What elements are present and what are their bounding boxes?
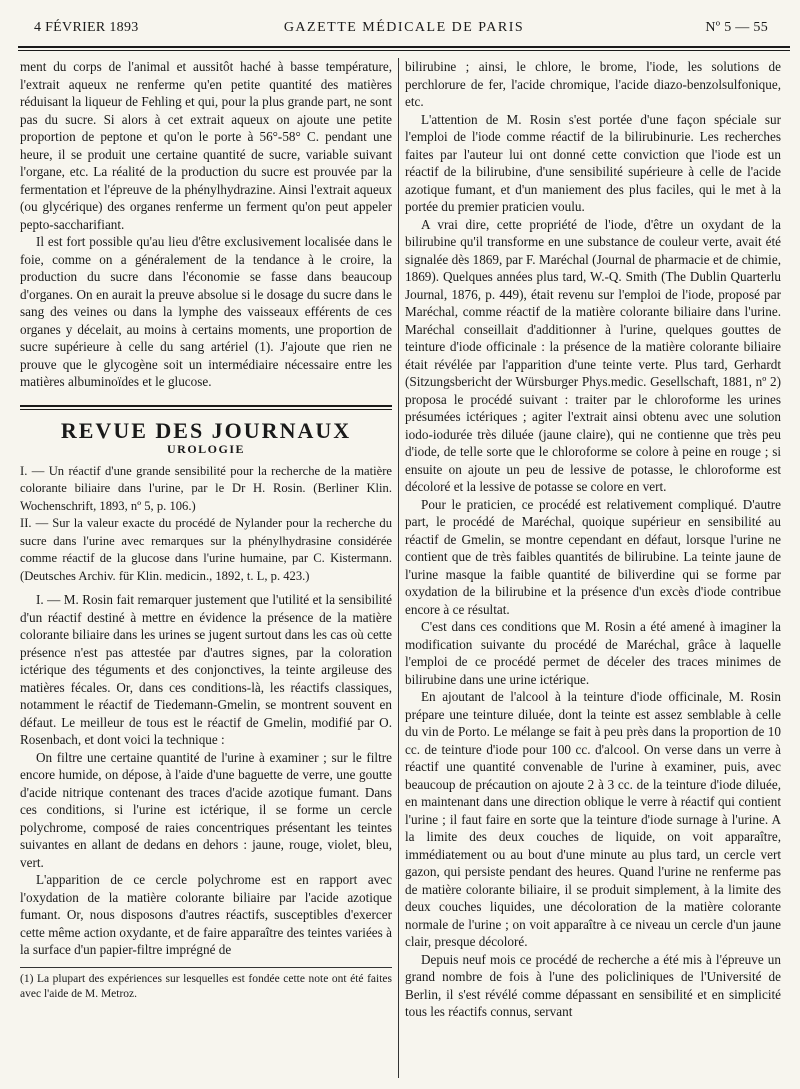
paragraph: Il est fort possible qu'au lieu d'être exclusivement localisée dans le foie, comme on a généralement de la tendance à le croire, la production du sucre dans l'économie se fasse dans beaucoup d'organes. On en aurait la preuve absolue si le dosage du sucre dans le sang des veines ou dans la lymphe des vaisseaux efférents de ces organes y décelait, au moins à certains moments, une proportion de sucre supérieure à celle du sang artériel (1). J'ajoute que rien ne prouve que le glycogène soit un intermédiaire nécessaire entre les matières albuminoïdes et le glucose. <box>20 234 392 389</box>
column-divider <box>398 58 399 1078</box>
issue-date: 4 FÉVRIER 1893 <box>34 20 139 35</box>
paragraph: ment du corps de l'animal et aussitôt haché à basse température, l'extrait aqueux ne renferme qu'en petite quantité des matières réduisant la liqueur de Fehling et qui, pour la plus grande part, ne sont pas du sucre. Si alors à cet extrait aqueux on ajoute une petite proportion de peptone et qu'on le porte à 56°-58° C. pendant une heure, il se produit une certaine quantité de sucre, variable suivant l'organe, etc. La réalité de la production du sucre est prouvée par la fermentation et l'épreuve de la phénylhydrazine. Ainsi l'extrait aqueux (ou glycérique) des organes renferme un ferment qu'on peut appeler pepto-saccharifiant. <box>20 59 392 232</box>
review-item <box>20 463 392 516</box>
review-item <box>20 515 392 585</box>
right-column <box>405 58 781 1021</box>
paragraph: bilirubine ; ainsi, le chlore, le brome, l'iode, les solutions de perchlorure de fer, l'acide chromique, l'acide diazo-benzolsulfonique, etc. <box>405 59 781 109</box>
footnote: (1) La plupart des expériences sur lesquelles est fondée cette note ont été faites avec l'aide de M. Metroz. <box>20 972 392 1000</box>
paragraph: Depuis neuf mois ce procédé de recherche a été mis à l'épreuve un grand nombre de fois à l'une des policliniques de l'Université de Berlin, il s'est révélé comme dépassant en sensibilité et en simplicité tous les réactifs connus, servant <box>405 951 781 1019</box>
paragraph: On filtre une certaine quantité de l'urine à examiner ; sur le filtre encore humide, on dépose, à l'aide d'une baguette de verre, une goutte d'acide nitrique contenant des traces d'acide azotique fumant. Dans ces conditions, si l'urine est ictérique, il se forme un cercle polychrome, composé de raies concentriques présentant les teintes suivantes en allant de dedans en dehors : jaune, rouge, violet, bleu, vert. <box>20 749 392 870</box>
journal-title: GAZETTE MÉDICALE DE PARIS <box>283 20 525 35</box>
paragraph: En ajoutant de l'alcool à la teinture d'iode officinale, M. Rosin prépare une teinture diluée, dont la teinte est assez semblable à celle du vin de Porto. Le mélange se fait à peu près dans la proportion de 10 cc. de teinture d'iode pour 100 cc. d'alcool. On verse dans un verre à réactif une quantité convenable de l'urine à examiner, puis, avec beaucoup de précaution on ajoute 2 à 3 cc. de la teinture d'iode diluée, en maintenant dans une direction oblique le verre à réactif qui contient l'urine ; il faut faire en sorte que la teinture d'iode surnage à l'urine. A la limite des deux couches de liquide, on voit apparaître, immédiatement ou au bout d'une minute au plus tard, un cercle vert gazon, qui persiste pendant des heures. Quand l'urine ne renferme pas de matière colorante biliaire, il se produit simplement, à la limite des deux couches liquides, une décoloration de la matière colorante normale de l'urine ; on voit apparaître à ce niveau un cercle d'un jaune clair, presque décoloré. <box>405 689 781 949</box>
page-number: Nº 5 — 55 <box>705 20 768 35</box>
section-subtitle: UROLOGIE <box>166 442 245 456</box>
paragraph: L'apparition de ce cercle polychrome est en rapport avec l'oxydation de la matière colorante biliaire par l'acide azotique fumant. Or, nous disposons d'autres réactifs, susceptibles d'exercer cette même action oxydante, et de faire apparaître des teintes variées à la surface d'un papier-filtre imprégné de <box>20 872 392 957</box>
left-column <box>20 58 392 1002</box>
page-header <box>20 16 788 42</box>
header-rule-thin <box>18 50 790 51</box>
review-item-text: I. — Un réactif d'une grande sensibilité pour la recherche de la matière colorante biliaire dans l'urine, par le Dr H. Rosin. (Berliner Klin. Wochenschrift, 1893, nº 5, p. 106.) <box>20 463 392 513</box>
review-item-text: II. — Sur la valeur exacte du procédé de Nylander pour la recherche du sucre dans l'urine avec remarques sur la phénylhydrasine considérée comme réactif de la glucose dans l'urine humaine, par C. Kistermann. (Deutsches Archiv. für Klin. medicin., 1892, t. L, p. 423.) <box>20 516 392 583</box>
section-rule-thin <box>20 409 392 410</box>
section-rule <box>20 405 392 407</box>
paragraph: L'attention de M. Rosin s'est portée d'une façon spéciale sur l'emploi de l'iode comme réactif de la bilirubinurie. Les recherches faites par l'auteur lui ont donné cette conviction que l'iode est un réactif de la bilirubine, d'une sensibilité supérieure à celle de l'acide azotique fumant, et d'un maniement des plus faciles, qui le met à la portée du premier praticien voulu. <box>405 111 781 214</box>
header-rule <box>18 46 790 48</box>
paragraph: C'est dans ces conditions que M. Rosin a été amené à imaginer la modification suivante du procédé de Maréchal, grâce à laquelle l'emploi de ce procédé permet de déceler des traces minimes de bilirubine dans une urine ictérique. <box>405 619 781 687</box>
section-title: REVUE DES JOURNAUX <box>60 417 352 443</box>
paragraph: Pour le praticien, ce procédé est relativement compliqué. D'autre part, le procédé de Maréchal, quoique supérieur en sensibilité au réactif de Gmelin, se montre cependant en défaut, lorsque l'urine ne contient que de très faibles quantités de bilirubine. La teinte jaune de l'urine masque la faible quantité de biliverdine qui se forme par oxydation de la bilirubine et la présence d'un excès d'iode contribue encore à ce résultat. <box>405 496 781 617</box>
paragraph: A vrai dire, cette propriété de l'iode, d'être un oxydant de la bilirubine qu'il transforme en une substance de couleur verte, avait été signalée dès 1869, par F. Maréchal (Journal de pharmacie et de chimie, 1869). Quelques années plus tard, W.-Q. Smith (The Dublin Quarterlu Journal, 1876, p. 449), était revenu sur l'emploi de l'iode, proposé par Maréchal, comme réactif de la matière colorante biliaire dans l'urine. Maréchal conseillait d'additionner à l'urine, quelques gouttes de teinture d'iode officinale : la présence de la matière colorante biliaire était révélée par l'apparition d'une teinte verte. Plus tard, Gerhardt (Sitzungsbericht der Würsburger Phys.medic. Gesellschaft, 1881, nº 2) proposa le procédé suivant : traiter par le chloroforme les urines présumées ictériques ; agiter l'extrait ainsi obtenu avec une solution iodo-iodurée très diluée (jaune claire), qui ne contienne que très peu d'iode, de telle sorte que le chloroforme se colore à peine en rouge ; si ensuite on ajoute un peu de lessive de potasse, le chloroforme est décoloré et la lessive de potasse se colore en vert. <box>405 216 781 494</box>
footnote-rule <box>20 967 392 968</box>
paragraph: I. — M. Rosin fait remarquer justement que l'utilité et la sensibilité d'un réactif destiné à mettre en évidence la présence de la matière colorante biliaire dans les urines se jugent surtout dans les cas où cette présence n'est pas attestée par d'autres signes, par la coloration ictérique des téguments et des conjonctives, la teinte argileuse des matières fécales. Or, dans ces conditions-là, les réactifs classiques, notamment le réactif de Tiedemann-Gmelin, se montrent souvent en défaut. Le meilleur de tous est le réactif de Gmelin, modifié par O. Rosenbach, et dont voici la technique : <box>20 592 392 747</box>
